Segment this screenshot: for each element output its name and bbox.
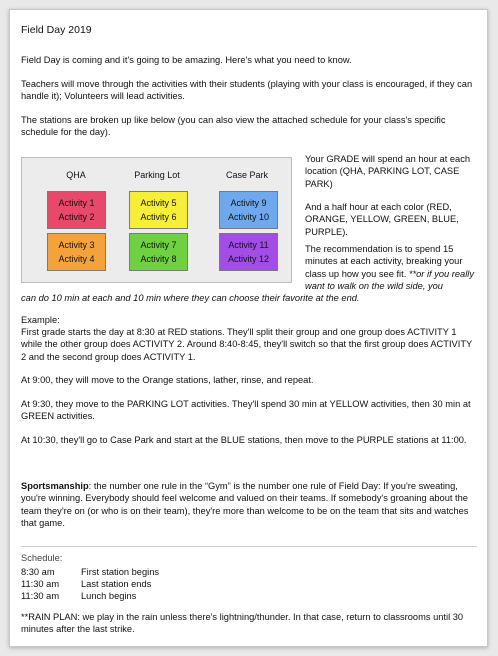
station-diagram <box>21 157 292 283</box>
example-paragraph-1: First grade starts the day at 8:30 at RED stations. They'll split their group and one group does ACTIVITY 1 while the other group does ACTIVITY 2. Around 8:40-8:45, they'll switch so that the first group does ACTIVITY 2 and the second group does ACTIVITY 1. <box>21 327 473 362</box>
rain-plan: **RAIN PLAN: we play in the rain unless there's lightning/thunder. In that case, return to classrooms until 30 minutes after the last strike. <box>21 612 464 635</box>
activity-label: Activity 11 <box>228 240 269 250</box>
document-page <box>9 9 488 647</box>
column-header-case-park: Case Park <box>225 170 269 180</box>
activity-label: Activity 3 <box>58 240 95 250</box>
example-label: Example: <box>21 315 60 325</box>
activity-label: Activity 1 <box>58 198 95 208</box>
schedule-time: 8:30 am <box>21 567 55 577</box>
section-divider <box>21 546 477 547</box>
activity-block-blue <box>219 191 278 229</box>
activity-label: Activity 8 <box>140 254 177 264</box>
activity-block-orange <box>47 233 106 271</box>
schedule-row <box>21 566 159 578</box>
schedule-label: Schedule: <box>21 553 63 563</box>
grade-note: Your GRADE will spend an hour at each location (QHA, PARKING LOT, CASE PARK) <box>305 154 471 189</box>
example-paragraph-4: At 10:30, they'll go to Case Park and start at the BLUE stations, then move to the PURPLE stations at 11:00. <box>21 435 467 445</box>
example-paragraph-3: At 9:30, they move to the PARKING LOT activities. They'll spend 30 min at YELLOW activities, then 30 min at GREEN activities. <box>21 399 471 422</box>
intro-paragraph: Field Day is coming and it's going to be amazing. Here's what you need to know. <box>21 55 352 65</box>
activity-label: Activity 9 <box>230 198 267 208</box>
recommendation-italic: **or if you really want to walk on the wild side, you <box>305 268 474 292</box>
activity-label: Activity 6 <box>140 212 177 222</box>
schedule-row <box>21 578 151 590</box>
column-header-parking-lot: Parking Lot <box>134 170 180 180</box>
example-paragraph-2: At 9:00, they will move to the Orange stations, lather, rinse, and repeat. <box>21 375 314 385</box>
sportsmanship-paragraph <box>21 480 479 530</box>
column-header-qha: QHA <box>66 170 86 180</box>
recommendation-continued: can do 10 min at each and 10 min where they can choose their favorite at the end. <box>21 293 360 303</box>
sportsmanship-label: Sportsmanship <box>21 481 89 491</box>
activity-label: Activity 2 <box>58 212 95 222</box>
schedule-event: Lunch begins <box>81 591 137 601</box>
activity-block-yellow <box>129 191 188 229</box>
schedule-time: 11:30 am <box>21 591 60 601</box>
schedule-event: First station begins <box>81 567 160 577</box>
sportsmanship-text: : the number one rule in the “Gym” is the number one rule of Field Day: If you're sweating, you're winning. Everybody should feel welcome and valued on their teams. If somebody's groaning about the team they're on (or who is on their team), they're more than welcome to be on the team that sits and watches that game. <box>21 481 469 529</box>
recommendation-text: The recommendation is to spend 15 minutes at each activity, breaking your class up how you see fit. <box>305 244 463 279</box>
schedule-time: 11:30 am <box>21 579 60 589</box>
activity-label: Activity 7 <box>140 240 177 250</box>
activity-label: Activity 12 <box>227 254 269 264</box>
color-note: And a half hour at each color (RED, ORANGE, YELLOW, GREEN, BLUE, PURPLE). <box>305 202 459 237</box>
activity-label: Activity 10 <box>227 212 269 222</box>
activity-block-purple <box>219 233 278 271</box>
schedule-event: Last station ends <box>81 579 152 589</box>
teachers-paragraph: Teachers will move through the activities with their students (playing with your class is encouraged, if they can handle it); Volunteers will lead activities. <box>21 79 473 102</box>
activity-block-green <box>129 233 188 271</box>
recommendation-note <box>305 243 477 293</box>
activity-block-red <box>47 191 106 229</box>
doc-title: Field Day 2019 <box>21 24 92 36</box>
stations-paragraph: The stations are broken up like below (you can also view the attached schedule for your class's specific schedule for the day). <box>21 115 446 138</box>
activity-label: Activity 5 <box>140 198 177 208</box>
activity-label: Activity 4 <box>58 254 95 264</box>
schedule-row <box>21 590 136 602</box>
